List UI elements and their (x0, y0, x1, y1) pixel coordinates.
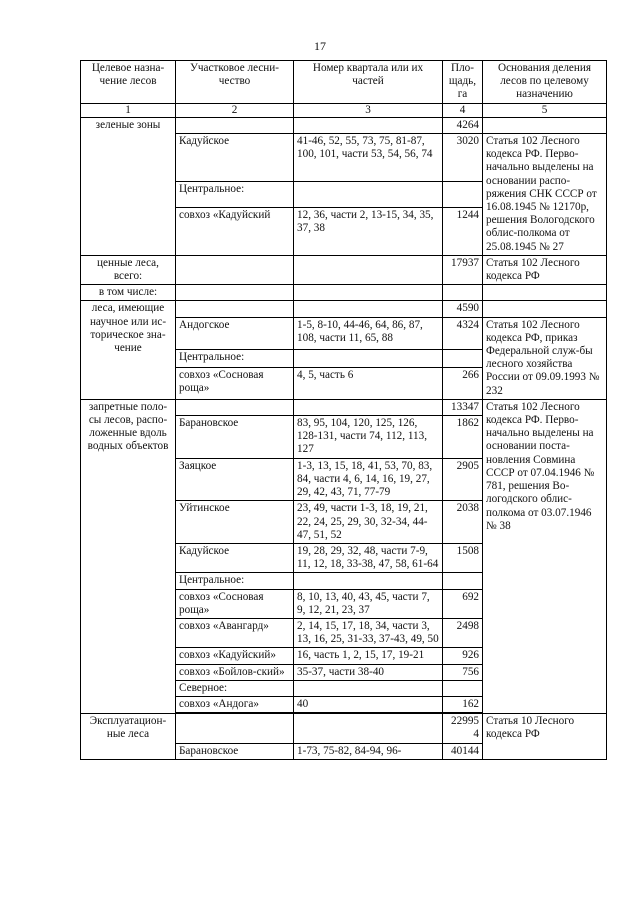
district-cell (176, 255, 294, 284)
basis-cell: Статья 102 Лесного кодекса РФ. Перво-начально выделены на основании поста-новления Совмина СССР от 07.04.1946 № 781, решения Во-логодского облис-полкома от 03.07.1946 № 38 (483, 399, 607, 713)
quarters-cell: 4, 5, часть 6 (294, 367, 443, 399)
area-cell: 692 (443, 589, 483, 618)
basis-cell (483, 117, 607, 133)
table-row (81, 255, 607, 284)
area-cell: 4324 (443, 317, 483, 349)
purpose-cell: леса, имеющие научное или ис-торическое зна-чение (81, 301, 176, 399)
table-row (81, 714, 607, 743)
quarters-cell: 40 (294, 696, 443, 712)
forest-purpose-table (80, 60, 607, 760)
area-cell: 1244 (443, 208, 483, 256)
district-cell (176, 285, 294, 301)
district-cell (176, 117, 294, 133)
quarters-cell (294, 301, 443, 317)
area-total: 4590 (443, 301, 483, 317)
quarters-cell (294, 349, 443, 367)
column-number: 3 (294, 103, 443, 117)
district-cell (176, 399, 294, 415)
header-quarters: Номер квартала или их частей (294, 61, 443, 104)
district-cell: Кадуйское (176, 543, 294, 572)
page-number: 17 (314, 39, 326, 53)
quarters-cell: 35-37, части 38-40 (294, 664, 443, 680)
district-cell: совхоз «Кадуйский (176, 208, 294, 256)
district-cell: Заяцкое (176, 458, 294, 501)
district-group-label: Центральное: (176, 573, 294, 589)
quarters-cell (294, 714, 443, 743)
area-cell (443, 680, 483, 696)
area-cell: 1508 (443, 543, 483, 572)
quarters-cell: 41-46, 52, 55, 73, 75, 81-87, 100, 101, части 53, 54, 56, 74 (294, 134, 443, 182)
purpose-cell: запретные поло-сы лесов, распо-ложенные вдоль водных объектов (81, 399, 176, 713)
quarters-cell: 8, 10, 13, 40, 43, 45, части 7, 9, 12, 21, 23, 37 (294, 589, 443, 618)
basis-cell: Статья 102 Лесного кодекса РФ. Перво-начально выделены на основании распо-ряжения СНК СССР от 16.08.1945 № 12170р, решения Вологодского облис-полкома от 25.08.1945 № 27 (483, 134, 607, 256)
area-cell: 3020 (443, 134, 483, 182)
area-total: 13347 (443, 399, 483, 415)
district-cell (176, 301, 294, 317)
district-group-label: Центральное: (176, 349, 294, 367)
area-cell: 2498 (443, 618, 483, 647)
basis-cell: Статья 102 Лесного кодекса РФ (483, 255, 607, 284)
quarters-cell: 1-73, 75-82, 84-94, 96- (294, 743, 443, 759)
quarters-cell (294, 181, 443, 207)
area-total: 229954 (443, 714, 483, 743)
table-row (81, 301, 607, 317)
area-cell: 1862 (443, 416, 483, 459)
area-total: 4264 (443, 117, 483, 133)
purpose-cell: зеленые зоны (81, 117, 176, 255)
purpose-cell: ценные леса, всего: (81, 255, 176, 284)
column-number-row (81, 103, 607, 117)
area-cell (443, 181, 483, 207)
quarters-cell: 83, 95, 104, 120, 125, 126, 128-131, части 74, 112, 113, 127 (294, 416, 443, 459)
area-cell (443, 573, 483, 589)
header-row (81, 61, 607, 104)
table-row (81, 399, 607, 415)
area-total: 17937 (443, 255, 483, 284)
basis-cell (483, 285, 607, 301)
district-cell: совхоз «Бойлов-ский» (176, 664, 294, 680)
district-cell: совхоз «Авангард» (176, 618, 294, 647)
quarters-cell: 23, 49, части 1-3, 18, 19, 21, 22, 24, 25, 29, 30, 32-34, 44-47, 51, 52 (294, 501, 443, 544)
district-cell: совхоз «Кадуйский» (176, 648, 294, 664)
quarters-cell: 19, 28, 29, 32, 48, части 7-9, 11, 12, 18, 33-38, 47, 58, 61-64 (294, 543, 443, 572)
area-cell: 162 (443, 696, 483, 712)
quarters-cell (294, 117, 443, 133)
quarters-cell: 1-5, 8-10, 44-46, 64, 86, 87, 108, части 11, 65, 88 (294, 317, 443, 349)
basis-cell: Статья 10 Лесного кодекса РФ (483, 714, 607, 760)
header-basis: Основания деления лесов по целевому назначению (483, 61, 607, 104)
district-cell: Барановское (176, 416, 294, 459)
header-district: Участковое лесни-чество (176, 61, 294, 104)
area-cell: 2905 (443, 458, 483, 501)
quarters-cell (294, 399, 443, 415)
quarters-cell: 2, 14, 15, 17, 18, 34, части 3, 13, 16, 25, 31-33, 37-43, 49, 50 (294, 618, 443, 647)
area-cell: 40144 (443, 743, 483, 759)
district-cell: совхоз «Андога» (176, 696, 294, 712)
purpose-cell: Эксплуатацион-ные леса (81, 714, 176, 760)
area-cell (443, 285, 483, 301)
column-number: 5 (483, 103, 607, 117)
area-cell: 2038 (443, 501, 483, 544)
quarters-cell (294, 680, 443, 696)
table-row (81, 117, 607, 133)
area-cell: 926 (443, 648, 483, 664)
district-cell: Уйтинское (176, 501, 294, 544)
table-row (81, 285, 607, 301)
district-cell: совхоз «Сосновая роща» (176, 367, 294, 399)
header-purpose: Целевое назна-чение лесов (81, 61, 176, 104)
quarters-cell: 1-3, 13, 15, 18, 41, 53, 70, 83, 84, части 4, 6, 14, 16, 19, 27, 29, 42, 43, 71, 77-79 (294, 458, 443, 501)
quarters-cell (294, 285, 443, 301)
district-cell: совхоз «Сосновая роща» (176, 589, 294, 618)
basis-cell (483, 301, 607, 317)
district-cell: Кадуйское (176, 134, 294, 182)
basis-cell: Статья 102 Лесного кодекса РФ, приказ Федеральной служ-бы лесного хозяйства России от 09.09.1993 № 232 (483, 317, 607, 399)
column-number: 2 (176, 103, 294, 117)
district-group-label: Северное: (176, 680, 294, 696)
quarters-cell (294, 255, 443, 284)
quarters-cell: 12, 36, части 2, 13-15, 34, 35, 37, 38 (294, 208, 443, 256)
district-cell: Барановское (176, 743, 294, 759)
area-cell (443, 349, 483, 367)
area-cell: 756 (443, 664, 483, 680)
quarters-cell (294, 573, 443, 589)
column-number: 1 (81, 103, 176, 117)
area-cell: 266 (443, 367, 483, 399)
district-cell: Андогское (176, 317, 294, 349)
column-number: 4 (443, 103, 483, 117)
including-label: в том числе: (81, 285, 176, 301)
district-cell (176, 714, 294, 743)
quarters-cell: 16, часть 1, 2, 15, 17, 19-21 (294, 648, 443, 664)
header-area: Пло-щадь, га (443, 61, 483, 104)
district-group-label: Центральное: (176, 181, 294, 207)
